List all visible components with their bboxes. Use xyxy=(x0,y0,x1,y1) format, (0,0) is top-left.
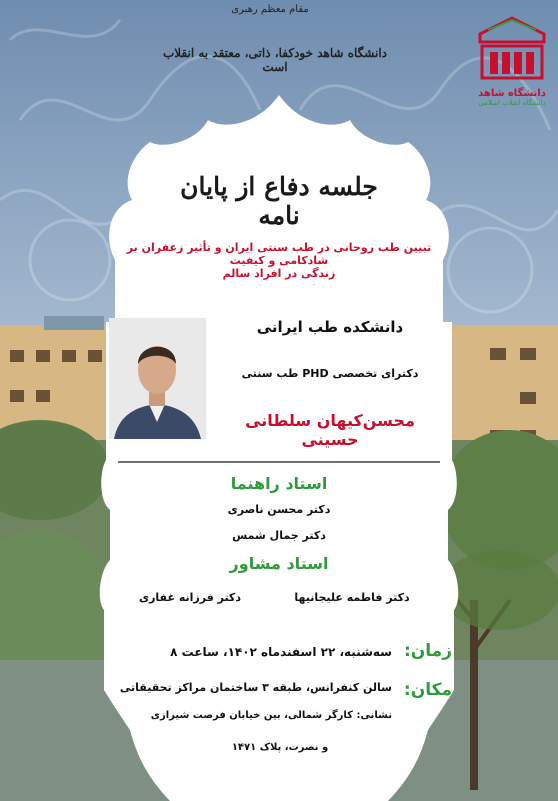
advisor-item: دکتر فاطمه علیجانیها xyxy=(294,591,410,604)
thesis-title-line2: زندگی در افراد سالم xyxy=(222,267,336,280)
student-photo xyxy=(109,318,206,439)
thesis-title-line1: تبیین طب روحانی در طب سنتی ایران و تأثیر زعفران بر شادکامی و کیفیت xyxy=(126,241,432,267)
time-label: زمان: xyxy=(403,641,452,661)
degree: دکترای تخصصی PHD طب سنتی xyxy=(241,367,419,380)
advisor-item: دکتر فرزانه غفاری xyxy=(139,591,241,604)
place-value: سالن کنفرانس، طبقه ۳ ساختمان مراکز تحقیقاتی xyxy=(119,681,392,694)
header-quote: دانشگاه شاهد خودکفا، ذاتی، معتقد به انقلاب است xyxy=(162,46,388,74)
place-label: مکان: xyxy=(403,680,452,700)
supervisors-heading: استاد راهنما xyxy=(230,474,328,493)
faculty-name: دانشکده طب ایرانی xyxy=(256,318,404,336)
supervisor-item: دکتر جمال شمس xyxy=(232,529,326,542)
address-line2: و نصرت، پلاک ۱۴۷۱ xyxy=(231,742,329,753)
page-title: جلسه دفاع از پایان نامه xyxy=(180,172,378,230)
header-motto: مقام معظم رهبری xyxy=(231,4,309,15)
advisors-heading: استاد مشاور xyxy=(229,554,329,573)
university-logo xyxy=(472,14,552,114)
logo-text: دانشگاه شاهد xyxy=(478,88,546,99)
student-name: محسن‌کیهان سلطانی حسینی xyxy=(245,411,415,449)
logo-subtext: دانشگاه انقلاب اسلامی xyxy=(478,99,546,107)
time-value: سه‌شنبه، ۲۲ اسفندماه ۱۴۰۲، ساعت ۸ xyxy=(170,645,392,659)
supervisor-item: دکتر محسن ناصری xyxy=(227,503,331,516)
logo-icon xyxy=(472,14,552,84)
address-line1: نشانی: کارگر شمالی، بین خیابان فرصت شیرازی xyxy=(150,710,392,721)
